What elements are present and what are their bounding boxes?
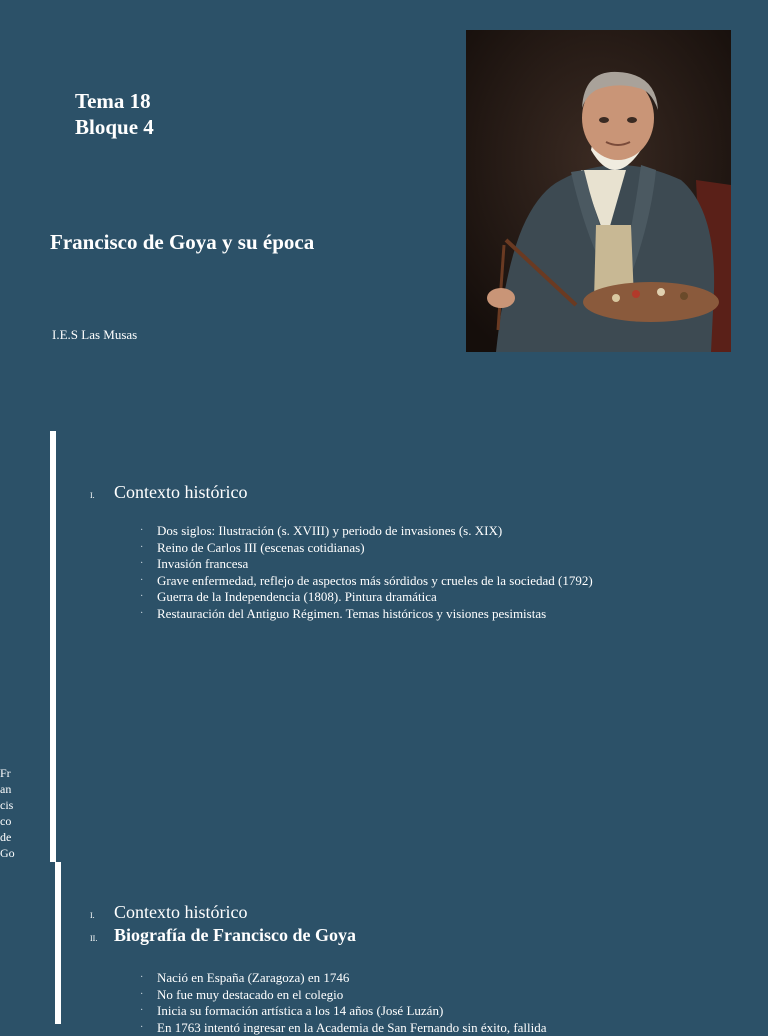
list-item: I. Contexto histórico <box>90 482 610 503</box>
section-heading: Biografía de Francisco de Goya <box>114 925 356 946</box>
section-heading: Contexto histórico <box>114 482 248 503</box>
block-number: Bloque 4 <box>75 114 154 140</box>
section-heading: Contexto histórico <box>114 902 248 923</box>
section-list <box>90 902 610 946</box>
list-item: · En 1763 intentó ingresar en la Academia de San Fernando sin éxito, fallida <box>140 1020 598 1036</box>
list-item: · Invasión francesa <box>140 556 598 573</box>
list-item: · Guerra de la Independencia (1808). Pintura dramática <box>140 589 598 606</box>
list-item: · Restauración del Antiguo Régimen. Temas históricos y visiones pesimistas <box>140 606 598 623</box>
school-name: I.E.S Las Musas <box>52 327 137 343</box>
slide-divider-bar <box>55 862 61 1024</box>
topic-number: Tema 18 <box>75 88 154 114</box>
list-item: · Nació en España (Zaragoza) en 1746 <box>140 970 598 987</box>
bullet-list <box>140 970 598 1036</box>
topic-heading <box>75 88 154 140</box>
page-title: Francisco de Goya y su época <box>50 230 314 255</box>
list-item: · Reino de Carlos III (escenas cotidianas) <box>140 540 598 557</box>
list-item: · Inicia su formación artística a los 14 años (José Luzán) <box>140 1003 598 1020</box>
list-item: · Dos siglos: Ilustración (s. XVIII) y periodo de invasiones (s. XIX) <box>140 523 598 540</box>
list-item: · Grave enfermedad, reflejo de aspectos más sórdidos y crueles de la sociedad (1792) <box>140 573 598 590</box>
section-list <box>90 482 610 503</box>
goya-portrait-image <box>466 30 731 352</box>
side-title-fragment: Fr an cis co de Go <box>0 765 24 861</box>
slide-divider-bar <box>50 431 56 862</box>
bullet-list <box>140 523 598 622</box>
list-item: I. Contexto histórico <box>90 902 610 923</box>
list-item: II. Biografía de Francisco de Goya <box>90 925 610 946</box>
list-item: · No fue muy destacado en el colegio <box>140 987 598 1004</box>
